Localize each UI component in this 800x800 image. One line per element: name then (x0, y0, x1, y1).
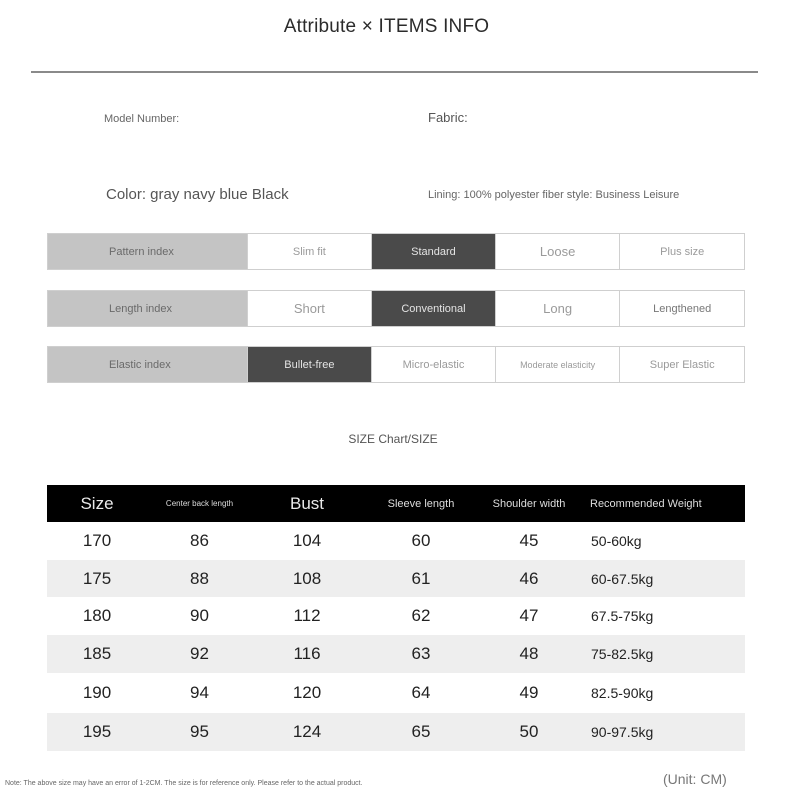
cell-shoulder-width: 48 (519, 644, 539, 663)
cell-bust: 112 (293, 606, 321, 625)
cell-size: 195 (82, 722, 112, 741)
pattern-option-standard: Standard (371, 234, 495, 269)
model-number-label: Model Number: (104, 113, 180, 125)
cell-recommended-weight: 67.5-75kg (591, 608, 654, 624)
header-recommended-weight: Recommended Weight (590, 497, 702, 510)
cell-center-back-length: 94 (190, 683, 209, 702)
cell-size: 180 (82, 606, 112, 625)
cell-center-back-length: 95 (190, 722, 209, 741)
cell-center-back-length: 90 (190, 606, 209, 625)
elastic-option-moderate-elasticity: Moderate elasticity (495, 347, 620, 382)
cell-recommended-weight: 50-60kg (591, 533, 642, 549)
pattern-option-loose: Loose (495, 234, 620, 269)
fabric-label: Fabric: (428, 110, 468, 125)
cell-recommended-weight: 75-82.5kg (591, 646, 654, 662)
cell-shoulder-width: 46 (519, 568, 539, 588)
header-sleeve-length: Sleeve length (387, 497, 455, 510)
cell-size: 185 (82, 644, 112, 663)
length-option-short: Short (247, 291, 372, 326)
size-chart-caption: SIZE Chart/SIZE (348, 432, 438, 446)
table-row (47, 522, 745, 560)
lining-style-info: Lining: 100% polyester fiber style: Business Leisure (428, 189, 680, 201)
header-shoulder-width: Shoulder width (492, 497, 566, 510)
header-bust: Bust (289, 493, 325, 513)
cell-recommended-weight: 60-67.5kg (591, 570, 654, 587)
elastic-index-label: Elastic index (48, 347, 247, 382)
header-size: Size (80, 493, 114, 513)
cell-shoulder-width: 49 (519, 683, 539, 702)
cell-shoulder-width: 45 (519, 531, 539, 550)
cell-center-back-length: 86 (190, 531, 209, 550)
length-index-label: Length index (48, 291, 247, 326)
cell-bust: 124 (292, 722, 322, 741)
cell-sleeve-length: 61 (411, 568, 431, 588)
cell-sleeve-length: 60 (411, 531, 431, 550)
cell-bust: 108 (292, 568, 322, 588)
size-error-note: Note: The above size may have an error of 1-2CM. The size is for reference only. Please refer to the actual product. (5, 780, 363, 787)
cell-size: 190 (82, 683, 112, 702)
cell-bust: 120 (292, 683, 322, 702)
table-row (47, 713, 745, 751)
length-option-lengthened: Lengthened (619, 291, 744, 326)
cell-sleeve-length: 65 (411, 722, 431, 741)
cell-size: 175 (82, 568, 112, 588)
size-table-header (47, 485, 745, 522)
elastic-index-bar (47, 346, 745, 383)
cell-shoulder-width: 50 (519, 722, 539, 741)
cell-shoulder-width: 47 (519, 606, 539, 625)
unit-label: (Unit: CM) (663, 771, 727, 787)
cell-recommended-weight: 82.5-90kg (591, 685, 654, 701)
cell-sleeve-length: 64 (411, 683, 431, 702)
elastic-option-super-elastic: Super Elastic (619, 347, 744, 382)
cell-center-back-length: 92 (190, 644, 209, 663)
page-title: Attribute × ITEMS INFO (283, 16, 490, 37)
pattern-index-label: Pattern index (48, 234, 247, 269)
size-table (47, 485, 745, 751)
table-row (47, 597, 745, 635)
cell-sleeve-length: 62 (411, 606, 431, 625)
cell-bust: 116 (293, 644, 321, 663)
pattern-option-plus-size: Plus size (619, 234, 744, 269)
cell-sleeve-length: 63 (411, 644, 431, 663)
header-center-back-length: Center back length (165, 499, 234, 508)
cell-size: 170 (82, 531, 112, 550)
length-option-long: Long (495, 291, 620, 326)
color-info: Color: gray navy blue Black (106, 186, 289, 203)
length-index-bar (47, 290, 745, 327)
table-row (47, 673, 745, 713)
cell-bust: 104 (292, 531, 322, 550)
elastic-option-bullet-free: Bullet-free (247, 347, 372, 382)
cell-center-back-length: 88 (190, 568, 209, 588)
table-row (47, 560, 745, 597)
table-row (47, 635, 745, 673)
title-divider (31, 71, 758, 73)
pattern-index-bar (47, 233, 745, 270)
length-option-conventional: Conventional (371, 291, 495, 326)
elastic-option-micro-elastic: Micro-elastic (371, 347, 495, 382)
cell-recommended-weight: 90-97.5kg (591, 724, 654, 740)
pattern-option-slim-fit: Slim fit (247, 234, 372, 269)
